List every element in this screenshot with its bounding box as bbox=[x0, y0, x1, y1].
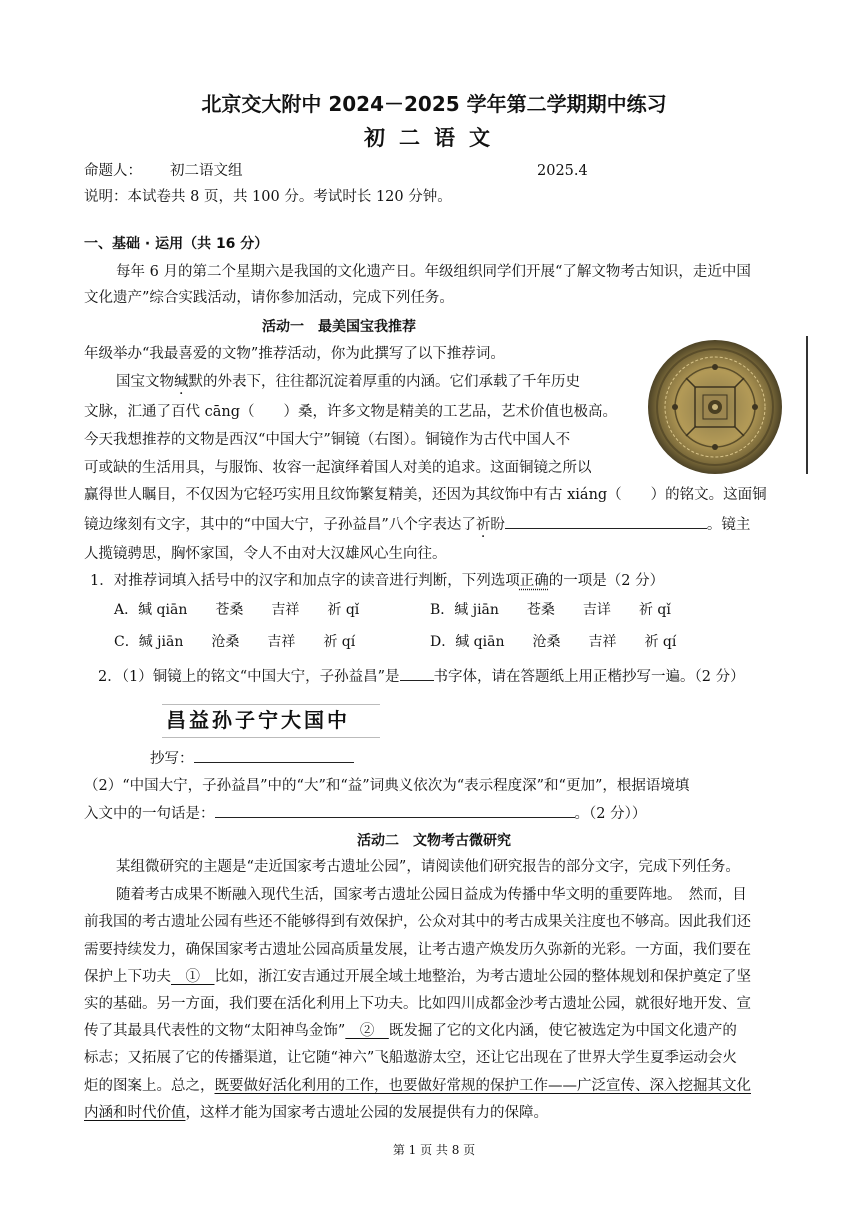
exam-subtitle: 初二语文 bbox=[364, 125, 504, 150]
section-heading: 一、基础 · 运用（共 16 分） bbox=[84, 236, 269, 252]
report-line-6: 传了其最具代表性的文物“太阳神鸟金饰” ② 既发掘了它的文化内涵，使它被选定为中国文化遗产的 bbox=[84, 1023, 737, 1039]
activity2-intro: 某组微研究的主题是“走近国家考古遗址公园”，请阅读他们研究报告的部分文字，完成下列任务。 bbox=[116, 859, 740, 875]
intro-line-1: 每年 6 月的第二个星期六是我国的文化遗产日。年级组织同学们开展“了解文物考古知识，走近中国 bbox=[116, 264, 751, 280]
para-line-7: 人揽镜骋思，胸怀家国，令人不由对大汉雄风心生向往。 bbox=[84, 546, 447, 562]
exam-date: 2025.4 bbox=[537, 163, 588, 179]
author-label: 命题人： bbox=[84, 163, 142, 179]
option-a[interactable]: A．缄 qiān 苍桑 吉祥 祈 qǐ bbox=[114, 602, 360, 618]
activity1-line-1: 年级举办“我最喜爱的文物”推荐活动，你为此撰写了以下推荐词。 bbox=[84, 346, 505, 362]
fill-blank-script[interactable] bbox=[400, 666, 434, 681]
report-line-5: 实的基础。另一方面，我们要在活化利用上下功夫。比如四川成都金沙考古遗址公园，就很好地开发、宣 bbox=[84, 996, 751, 1012]
underlined-sentence: 既要做好活化利用的工作，也要做好常规的保护工作——广泛宣传、深入挖掘其文化 bbox=[214, 1078, 751, 1094]
para-line-6: 镜边缘刻有文字，其中的“中国大宁，子孙益昌”八个字表达了祈盼 。镜主 bbox=[84, 514, 750, 535]
seal-text: 昌益孙子宁大国中 bbox=[166, 708, 350, 732]
option-c[interactable]: C．缄 jiān 沧桑 吉祥 祈 qí bbox=[114, 634, 356, 650]
para-line-5: 赢得世人瞩目，不仅因为它轻巧实用且纹饰繁复精美，还因为其纹饰中有古 xiáng（ ）的铭文。这面铜 bbox=[84, 487, 767, 503]
activity2-title: 活动二 文物考古微研究 bbox=[357, 833, 511, 849]
option-d[interactable]: D．缄 qiān 沧桑 吉祥 祈 qí bbox=[430, 634, 677, 650]
para-line-4: 可或缺的生活用具，与服饰、妆容一起演绎着国人对美的追求。这面铜镜之所以 bbox=[84, 460, 592, 476]
exam-title: 北京交大附中 2024－2025 学年第二学期期中练习 bbox=[201, 92, 667, 116]
report-line-7: 标志；又拓展了它的传播渠道，让它随“神六”飞船遨游太空，还让它出现在了世界大学生夏季运动会火 bbox=[84, 1050, 737, 1066]
fill-blank-sentence[interactable] bbox=[215, 803, 575, 818]
underlined-sentence-end: 内涵和时代价值 bbox=[84, 1105, 186, 1121]
para-line-1: 国宝文物缄默的外表下，往往都沉淀着厚重的内涵。它们承载了千年历史 bbox=[116, 374, 580, 390]
exam-note: 说明：本试卷共 8 页，共 100 分。考试时长 120 分钟。 bbox=[84, 189, 452, 205]
blank-marker-1[interactable]: ① bbox=[171, 969, 215, 985]
author: 初二语文组 bbox=[170, 163, 243, 179]
option-b[interactable]: B．缄 jiān 苍桑 吉详 祈 qǐ bbox=[430, 602, 671, 618]
copy-field[interactable] bbox=[194, 748, 354, 763]
report-line-1: 随着考古成果不断融入现代生活，国家考古遗址公园日益成为传播中华文明的重要阵地。 然而，目 bbox=[116, 887, 747, 903]
question-2-1: 2．（1）铜镜上的铭文“中国大宁，子孙益昌”是 书字体，请在答题纸上用正楷抄写一遍。（2 分） bbox=[98, 666, 745, 687]
blank-marker-2[interactable]: ② bbox=[345, 1023, 389, 1039]
question-2-2-line-2: 入文中的一句话是： 。（2 分）） bbox=[84, 803, 646, 824]
report-line-3: 需要持续发力，确保国家考古遗址公园高质量发展，让考古遗产焕发历久弥新的光彩。一方面，我们要在 bbox=[84, 942, 751, 958]
page-footer: 第 1 页 共 8 页 bbox=[392, 1143, 476, 1157]
report-line-8: 炬的图案上。总之，既要做好活化利用的工作，也要做好常规的保护工作——广泛宣传、深入挖掘其文化 bbox=[84, 1078, 751, 1094]
seal-script-inscription bbox=[162, 704, 380, 738]
report-line-2: 前我国的考古遗址公园有些还不能够得到有效保护，公众对其中的考古成果关注度也不够高。因此我们还 bbox=[84, 914, 751, 930]
activity1-title: 活动一 最美国宝我推荐 bbox=[262, 319, 416, 335]
bronze-mirror-image bbox=[646, 338, 784, 476]
report-line-9: 内涵和时代价值，这样才能为国家考古遗址公园的发展提供有力的保障。 bbox=[84, 1105, 548, 1121]
fill-blank-1[interactable] bbox=[505, 514, 707, 529]
margin-bar bbox=[806, 336, 808, 474]
para-line-2: 文脉，汇通了百代 cāng（ ）桑，许多文物是精美的工艺品，艺术价值也极高。 bbox=[84, 404, 617, 420]
question-1: 1．对推荐词填入括号中的汉字和加点字的读音进行判断，下列选项正确的一项是（2 分） bbox=[90, 573, 665, 589]
question-2-2-line-1: （2）“中国大宁，子孙益昌”中的“大”和“益”词典义依次为“表示程度深”和“更加”，根据语境填 bbox=[84, 778, 690, 794]
report-line-4: 保护上下功夫 ① 比如，浙江安吉通过开展全域土地整治，为考古遗址公园的整体规划和保护奠定了坚 bbox=[84, 969, 751, 985]
para-line-3: 今天我想推荐的文物是西汉“中国大宁”铜镜（右图）。铜镜作为古代中国人不 bbox=[84, 432, 571, 448]
copy-row: 抄写： bbox=[150, 748, 354, 769]
intro-line-2: 文化遗产”综合实践活动，请你参加活动，完成下列任务。 bbox=[84, 290, 454, 306]
